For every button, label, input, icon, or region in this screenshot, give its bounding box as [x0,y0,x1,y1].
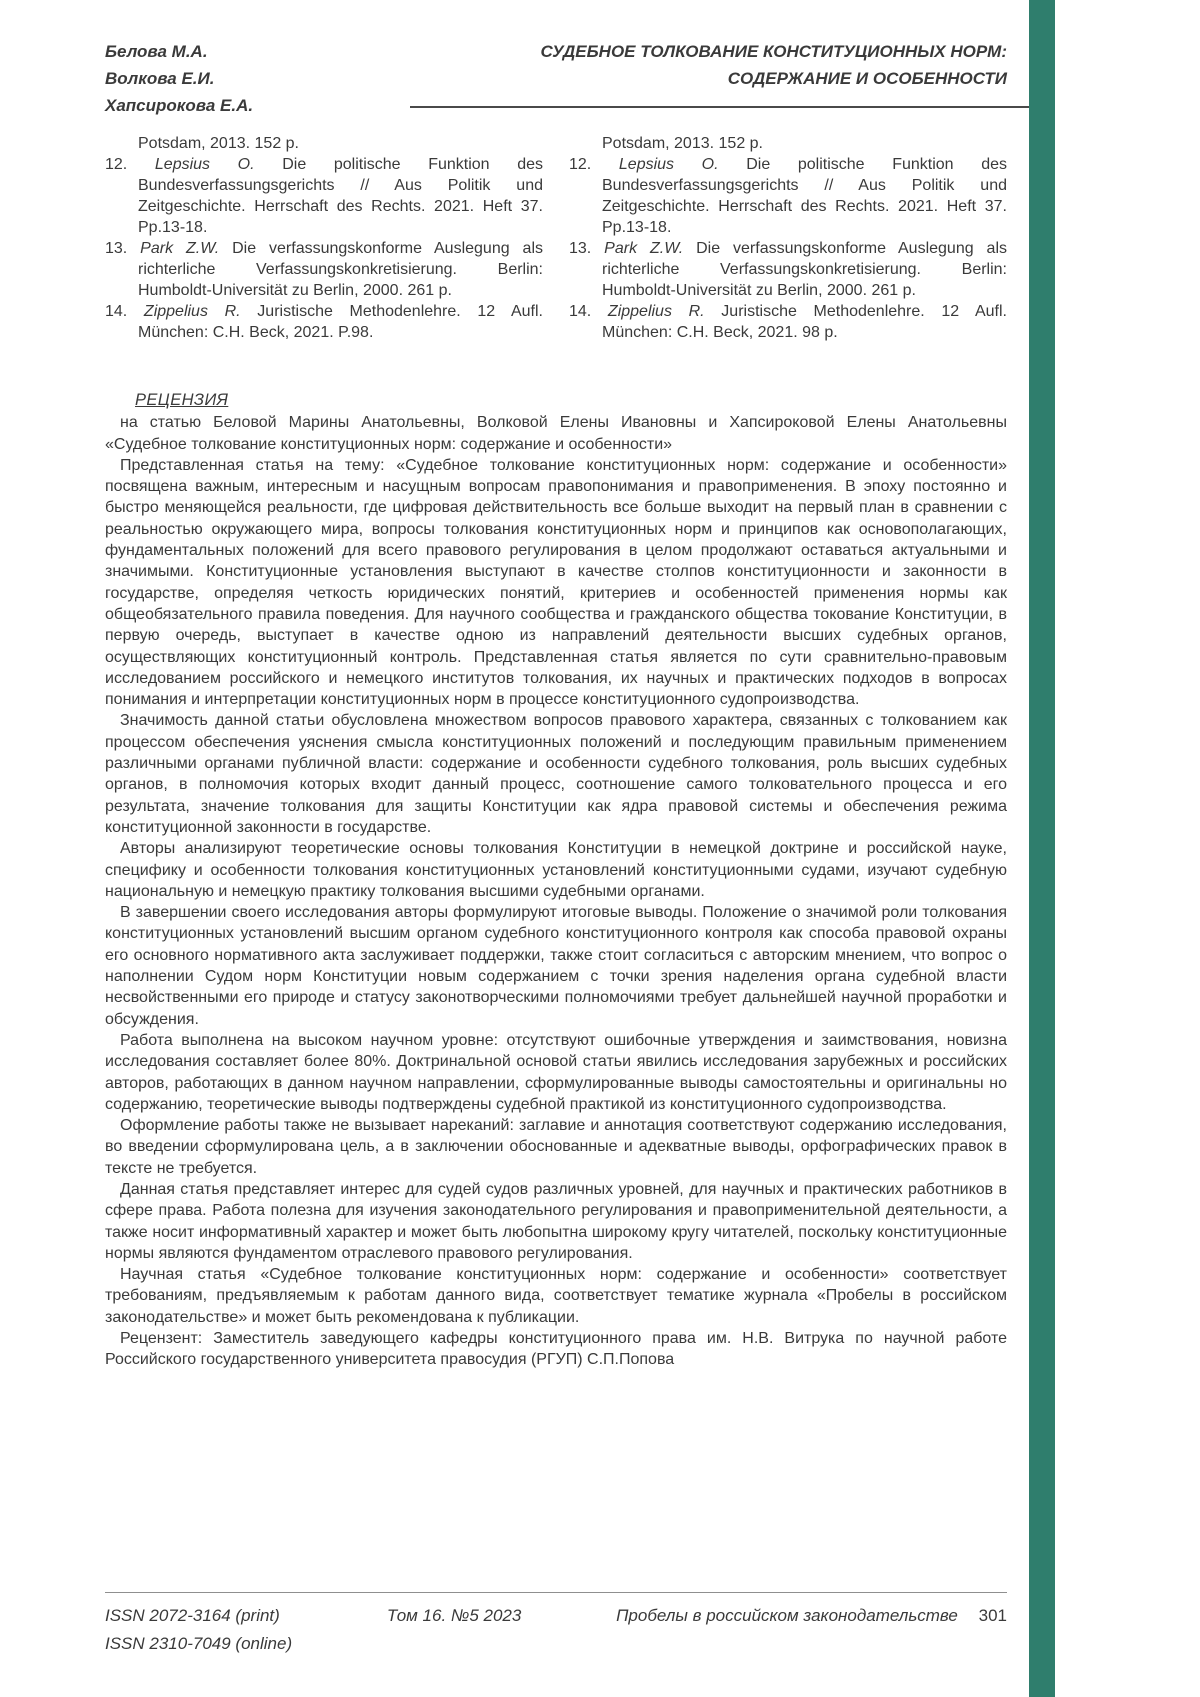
reference-number: 12. [569,156,592,173]
reference-text: Juristische Methodenlehre. 12 Aufl. München: C.H. Beck, 2021. 98 p. [602,303,1007,341]
reference-item [569,154,1007,238]
reference-item [105,133,543,154]
author-name: Хапсирокова Е.А. [105,96,254,115]
article-title-line: СОДЕРЖАНИЕ И ОСОБЕННОСТИ [727,69,1007,88]
reference-text: Juristische Methodenlehre. 12 Aufl. München: C.H. Beck, 2021. P.98. [138,303,543,341]
reference-item [105,301,543,343]
review-paragraph: Данная статья представляет интерес для судей судов различных уровней, для научных и практических работников в сфере права. Работа полезна для изучения законодательного регулирования и правоприменительной деятельности, а также носит информативный характер и может быть любопытна широкому кругу читателей, поскольку конституционные нормы являются фундаментом отраслевого правового регулирования. [105,1180,1007,1262]
reference-author: Lepsius O. [618,156,719,173]
reference-item [105,238,543,301]
article-title [541,38,1007,92]
issn-block [105,1602,292,1658]
review-paragraph: Рецензент: Заместитель заведующего кафедры конституционного права им. Н.В. Витрука по научной работе Российского государственного университета правосудия (РГУП) С.П.Попова [105,1330,1007,1369]
reference-text: Die verfassungskonforme Auslegung als richterliche Verfassungskonkretisierung. Berlin: Humboldt-Universität zu Berlin, 2000. 261 p. [138,240,544,299]
review-paragraph: Научная статья «Судебное толкование конституционных норм: содержание и особенности» соответствует требованиям, предъявляемым к работам данного вида, соответствует тематике журнала «Пробелы в российском законодательстве» и может быть рекомендована к публикации. [105,1266,1007,1326]
authors-block [105,38,253,119]
issn-print: ISSN 2072-3164 (print) [105,1606,280,1625]
reference-column-left [105,133,543,343]
page-content [105,38,1007,1371]
reference-author: Lepsius O. [154,156,255,173]
review-subtitle: на статью Беловой Марины Анатольевны, Волковой Елены Ивановны и Хапсироковой Елены Анатольевны «Судебное толкование конституционных норм: содержание и особенности» [105,414,1007,453]
review-heading: РЕЦЕНЗИЯ [135,391,229,409]
review-paragraph: Работа выполнена на высоком научном уровне: отсутствуют ошибочные утверждения и заимствования, новизна исследования составляет более 80%. Доктринальной основой статьи явились исследования зарубежных и российских авторов, работающих в данном научном направлении, сформулированные выводы самостоятельны и оригинальны но содержанию, теоретические выводы подтверждены судебной практикой из конституционного судопроизводства. [105,1031,1007,1113]
reference-item [569,133,1007,154]
review-paragraph: Значимость данной статьи обусловлена множеством вопросов правового характера, связанных с толкованием как процессом обеспечения уяснения смысла конституционных положений и последующим правильным применением различными органами публичной власти: содержание и особенности судебного толкования, роль высших судебных органов, в полномочия которых входит данный процесс, соотношение самого толковательного процесса и его результата, значение толкования для защиты Конституции как ядра правовой системы и обеспечения режима конституционной законности в государстве. [105,712,1007,836]
reference-author: Zippelius R. [607,303,705,320]
reference-number: 13. [105,240,128,257]
reference-text: Die politische Funktion des Bundesverfassungsgerichts // Aus Politik und Zeitgeschichte. Herrschaft des Rechts. 2021. Heft 37. Pp.13-18. [138,156,544,236]
issn-online: ISSN 2310-7049 (online) [105,1634,293,1653]
journal-name: Пробелы в российском законодательстве [616,1606,958,1625]
volume-info: Том 16. №5 2023 [386,1606,522,1625]
reference-column-right [569,133,1007,343]
reference-number: 14. [569,303,592,320]
reference-author: Park Z.W. [604,240,684,257]
page-edge-accent-bar [1029,0,1055,1697]
reference-item [105,154,543,238]
reference-number: 13. [569,240,592,257]
article-title-line: СУДЕБНОЕ ТОЛКОВАНИЕ КОНСТИТУЦИОННЫХ НОРМ: [540,42,1007,61]
journal-footer-block [616,1602,1007,1630]
page-number: 301 [978,1606,1007,1625]
reference-text: Potsdam, 2013. 152 p. [602,135,763,152]
reference-number: 14. [105,303,128,320]
reference-text: Die politische Funktion des Bundesverfassungsgerichts // Aus Politik und Zeitgeschichte. Herrschaft des Rechts. 2021. Heft 37. Pp.13-18. [602,156,1008,236]
review-paragraph: Представленная статья на тему: «Судебное толкование конституционных норм: содержание и особенности» посвящена важным, интересным и насущным вопросам правопонимания и правоприменения. В эпоху постоянно и быстро меняющейся реальности, где цифровая действительность все больше выходит на первый план в сравнении с реальностью окружающего мира, вопросы толкования конституционных норм и принципов как основополагающих, фундаментальных положений для всего правового регулирования в целом продолжают оставаться актуальными и значимыми. Конституционные установления выступают в качестве столпов конституционности и законности в государстве, определяя четкость юридических понятий, критериев и особенностей применения нормы как общеобязательного правила поведения. Для научного сообщества и гражданского общества токование Конституции, в первую очередь, выступает в качестве одною из направлений деятельности высших судебных органов, осуществляющих конституционный контроль. Представленная статья является по сути сравнительно-правовым исследованием российского и немецкого институтов толкования, их научных и практических подходов в вопросах понимания и интерпретации конституционных норм в процессе конституционного судопроизводства. [105,456,1007,709]
review-section [105,390,1007,1371]
review-paragraph: Авторы анализируют теоретические основы толкования Конституции в немецкой доктрине и российской науке, специфику и особенности толкования конституционных установлений конституционными судами, изучают судебную национальную и немецкую практику толкования высшими судебными органами. [105,840,1007,900]
review-paragraph: В завершении своего исследования авторы формулируют итоговые выводы. Положение о значимой роли толкования конституционных установлений высшим органом судебного конституционного контроля как способа правовой охраны его основного нормативного акта заслуживает поддержки, также стоит согласиться с авторским мнением, что вопрос о наполнении Судом норм Конституции новым содержанием с точки зрения наделения органа судебной власти несвойственными его природе и статусу законотворческими полномочиями требует дальнейшей научной проработки и обсуждения. [105,904,1007,1028]
reference-number: 12. [105,156,128,173]
reference-text: Die verfassungskonforme Auslegung als richterliche Verfassungskonkretisierung. Berlin: Humboldt-Universität zu Berlin, 2000. 261 p. [602,240,1008,299]
author-name: Белова М.А. [105,42,208,61]
page-footer [105,1602,1007,1658]
author-name: Волкова Е.И. [105,69,215,88]
reference-item [569,238,1007,301]
reference-list [105,133,1007,343]
page-header [105,38,1007,119]
reference-text: Potsdam, 2013. 152 p. [138,135,299,152]
review-paragraph: Оформление работы также не вызывает нареканий: заглавие и аннотация соответствуют содержанию исследования, во введении сформулирована цель, а в заключении обоснованные и адекватные выводы, орфографических правок в тексте не требуется. [105,1117,1007,1177]
footer-rule [105,1592,1007,1593]
reference-author: Park Z.W. [140,240,220,257]
reference-author: Zippelius R. [143,303,241,320]
reference-item [569,301,1007,343]
